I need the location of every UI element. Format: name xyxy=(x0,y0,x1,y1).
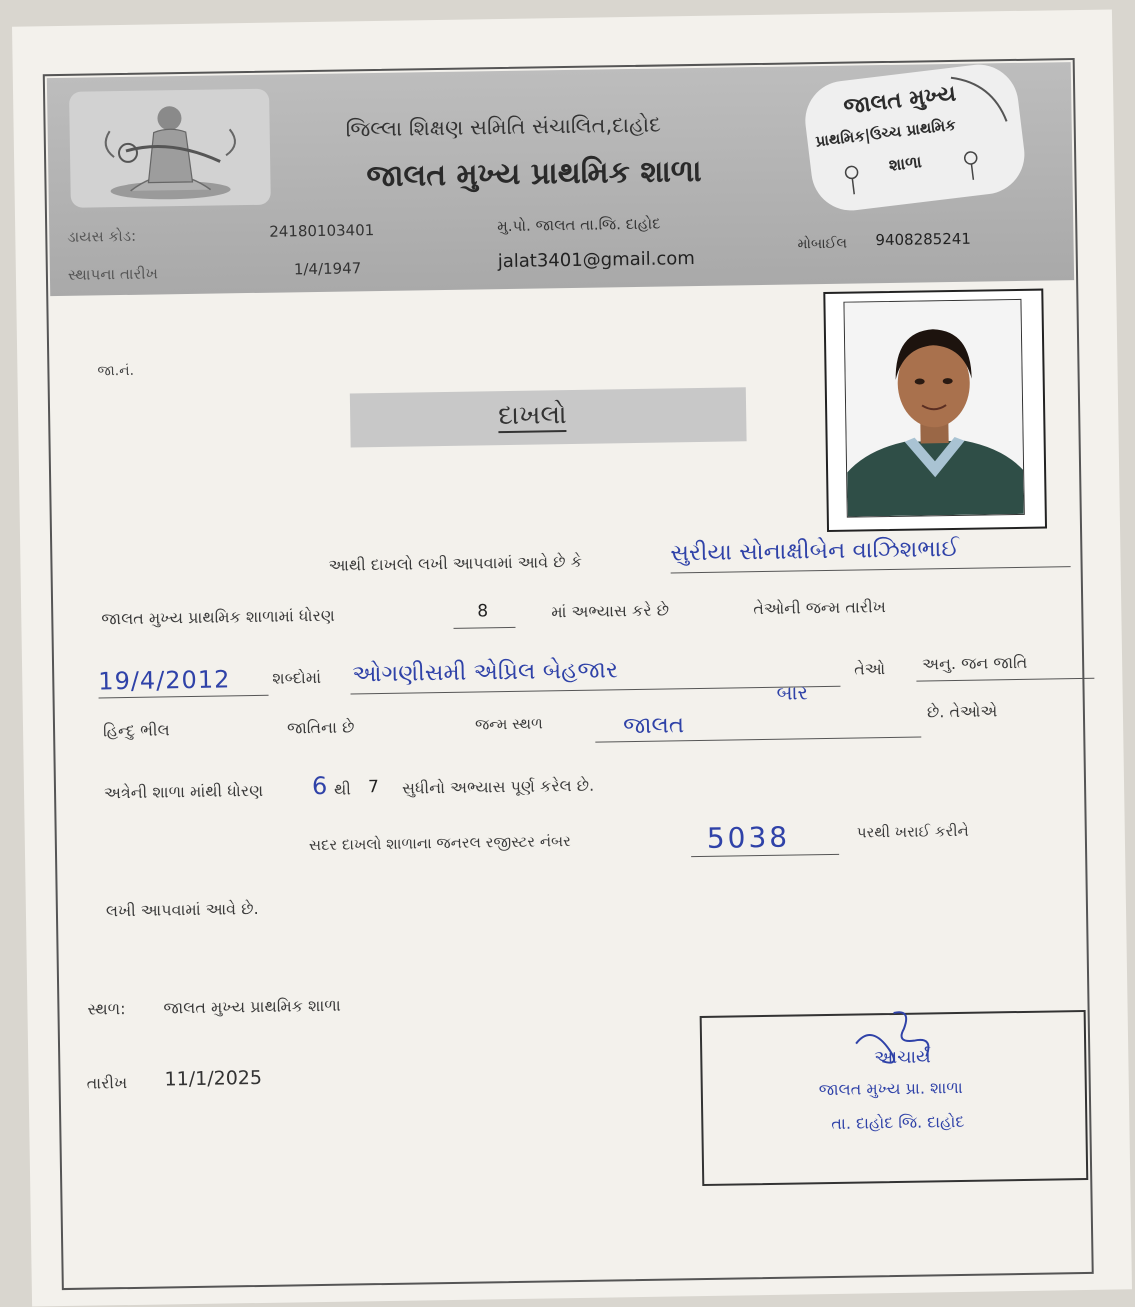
stamp-school: જાલત મુખ્ય પ્રા. શાળા xyxy=(818,1077,963,1100)
stamp-location: તા. દાહોદ જિ. દાહોદ xyxy=(831,1111,965,1133)
studied-prefix: અત્રેની શાળા માંથી ધોરણ xyxy=(103,780,264,803)
certificate-paper xyxy=(12,9,1132,1306)
student-photo xyxy=(843,299,1024,518)
caste-value: હિન્દુ ભીલ xyxy=(102,720,170,741)
closing-text: લખી આપવામાં આવે છે. xyxy=(105,898,259,921)
dise-label: ડાયસ કોડ: xyxy=(67,226,137,246)
estd-label: સ્થાપના તારીખ xyxy=(67,264,159,284)
date-label: તારીખ xyxy=(86,1073,128,1093)
mobile-number: 9408285241 xyxy=(875,229,972,250)
standard-line xyxy=(454,627,516,629)
reference-number-label: જા.નં. xyxy=(97,362,135,380)
dob-in-words: ઓગણીસમી એપ્રિલ બેહજાર xyxy=(352,657,619,688)
birthplace-label: જન્મ સ્થળ xyxy=(474,714,543,734)
standard-to: 7 xyxy=(367,777,379,798)
student-photo-frame xyxy=(823,289,1047,532)
in-words-label: શબ્દોમાં xyxy=(272,667,322,688)
register-number: 5038 xyxy=(706,820,791,855)
dise-code: 24180103401 xyxy=(269,221,375,241)
place-value: જાલત મુખ્ય પ્રાથમિક શાળા xyxy=(163,995,341,1018)
caste-category: અનુ. જન જાતિ xyxy=(921,652,1028,674)
issue-date: 11/1/2025 xyxy=(164,1066,263,1091)
studied-suffix: સુધીનો અભ્યાસ પૂર્ણ કરેલ છે. xyxy=(401,775,595,798)
birthplace-value: જાલત xyxy=(622,712,685,740)
letterhead xyxy=(47,62,1074,296)
logo-line-3: શાળા xyxy=(887,152,923,175)
dob-label: તેઓની જન્મ તારીખ xyxy=(753,597,886,619)
intro-text: આથી દાખલો લખી આપવામાં આવે છે કે xyxy=(328,551,583,575)
school-email: jalat3401@gmail.com xyxy=(497,248,695,273)
register-prefix: સદર દાખલો શાળાના જનરલ રજીસ્ટર નંબર xyxy=(308,832,571,855)
signature-box xyxy=(700,1010,1089,1186)
logo-line-2: પ્રાથમિક|ઉચ્ચ પ્રાથમિક xyxy=(814,115,957,151)
student-portrait-icon xyxy=(844,300,1023,517)
student-name: સુરીયા સોનાક્ષીબેન વાઝિશભાઈ xyxy=(670,535,960,567)
dob-line xyxy=(99,695,269,699)
caste-category-line xyxy=(916,678,1094,682)
standard-from: 6 xyxy=(311,771,328,801)
estd-date: 1/4/1947 xyxy=(293,259,362,279)
standard-value: 8 xyxy=(477,601,489,622)
from-word: થી xyxy=(333,779,352,799)
dob-in-words-continued: બાર xyxy=(776,680,809,705)
saraswati-icon xyxy=(69,89,271,208)
register-suffix: પરથી ખરાઈ કરીને xyxy=(856,821,969,842)
certificate-frame xyxy=(43,58,1094,1290)
of-caste-text: જાતિના છે xyxy=(286,717,355,738)
org-line: જિલ્લા શિક્ષણ સમિતિ સંચાલિત,દાહોદ xyxy=(345,112,662,142)
children-icon xyxy=(801,60,1029,215)
school-name: જાલત મુખ્ય પ્રાથમિક શાળા xyxy=(366,153,702,195)
logo-line-1: જાલત મુખ્ય xyxy=(842,81,958,120)
dob-value: 19/4/2012 xyxy=(98,665,231,696)
place-label: સ્થળ: xyxy=(87,999,126,1019)
student-name-line xyxy=(671,566,1071,573)
dob-words-line xyxy=(351,686,841,695)
certificate-title: દાખલો xyxy=(497,400,567,432)
school-logo xyxy=(801,60,1029,215)
they-are-text: તેઓ xyxy=(854,659,886,679)
title-band xyxy=(350,387,747,447)
address: મુ.પો. જાલત તા.જિ. દાહોદ xyxy=(497,214,661,236)
mobile-label: મોબાઈલ xyxy=(797,235,848,253)
are-they-text: છે. તેઓએ xyxy=(926,701,998,722)
studying-text: માં અભ્યાસ કરે છે xyxy=(551,600,670,622)
saraswati-logo xyxy=(69,89,271,208)
principal-title: આચાર્ય xyxy=(874,1046,931,1069)
school-std-text: જાલત મુખ્ય પ્રાથમિક શાળામાં ધોરણ xyxy=(101,605,335,629)
